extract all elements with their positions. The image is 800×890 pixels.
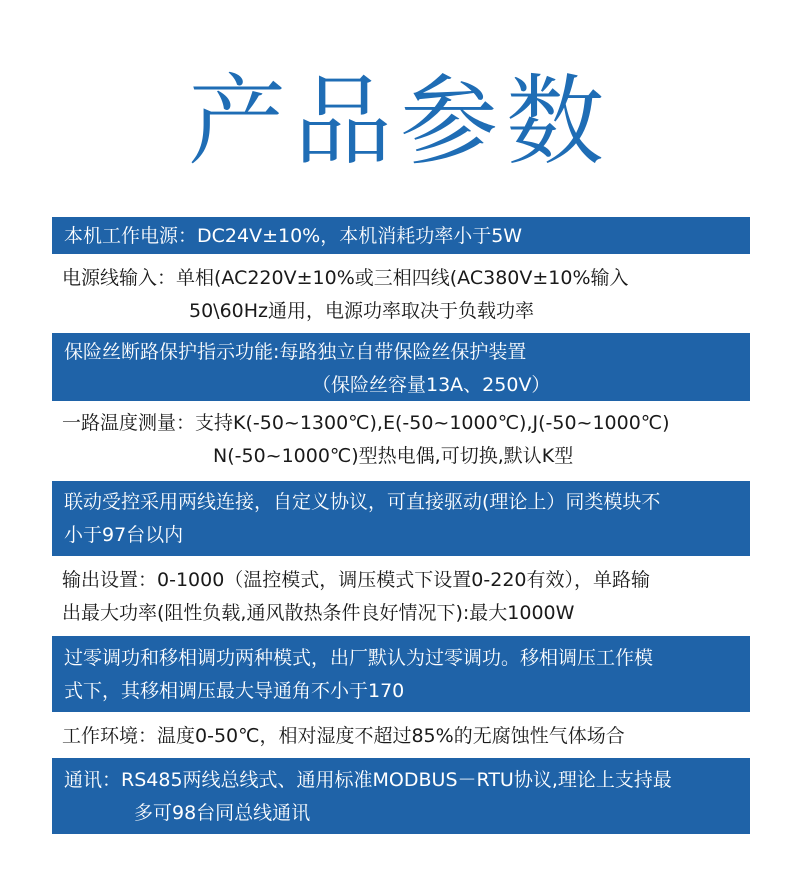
spec-band-mode [52,636,750,712]
spec-band-fuse [52,333,750,401]
spec-text-environment [62,720,752,753]
spec-line: 小于97台以内 [64,524,184,546]
spec-text-temperature [62,407,752,473]
spec-line: 过零调功和移相调功两种模式，出厂默认为过零调功。移相调压工作模 [64,647,654,669]
spec-band-communication [52,758,750,834]
spec-line: 保险丝断路保护指示功能:每路独立自带保险丝保护装置 [64,341,527,363]
spec-text-output [62,564,752,630]
spec-band-linkage [52,481,750,556]
page-title: 产品参数 [187,65,612,179]
spec-line: 通讯：RS485两线总线式、通用标准MODBUS－RTU协议,理论上支持最 [64,769,672,791]
spec-line: 电源线输入：单相(AC220V±10%或三相四线(AC380V±10%输入 [62,267,629,289]
spec-line: N(-50~1000℃)型热电偶,可切换,默认K型 [213,445,574,467]
spec-line: 多可98台同总线通讯 [134,802,311,824]
spec-line: 式下，其移相调压最大导通角不小于170 [64,680,405,702]
spec-line: 出最大功率(阻性负载,通风散热条件良好情况下):最大1000W [62,602,575,624]
spec-text-power-input [62,262,752,328]
spec-line: 输出设置：0-1000（温控模式，调压模式下设置0-220有效），单路输 [62,569,651,591]
spec-line: 工作环境：温度0-50℃，相对湿度不超过85%的无腐蚀性气体场合 [62,725,625,747]
spec-line: 50\60Hz通用，电源功率取决于负载功率 [189,300,535,322]
spec-line: 联动受控采用两线连接，自定义协议，可直接驱动(理论上）同类模块不 [64,491,661,513]
spec-line: （保险丝容量13A、250V） [312,374,551,396]
spec-line: 本机工作电源：DC24V±10%，本机消耗功率小于5W [64,225,523,247]
spec-line: 一路温度测量：支持K(-50~1300℃),E(-50~1000℃),J(-50~1000℃) [62,412,670,434]
spec-band-power [52,217,750,254]
